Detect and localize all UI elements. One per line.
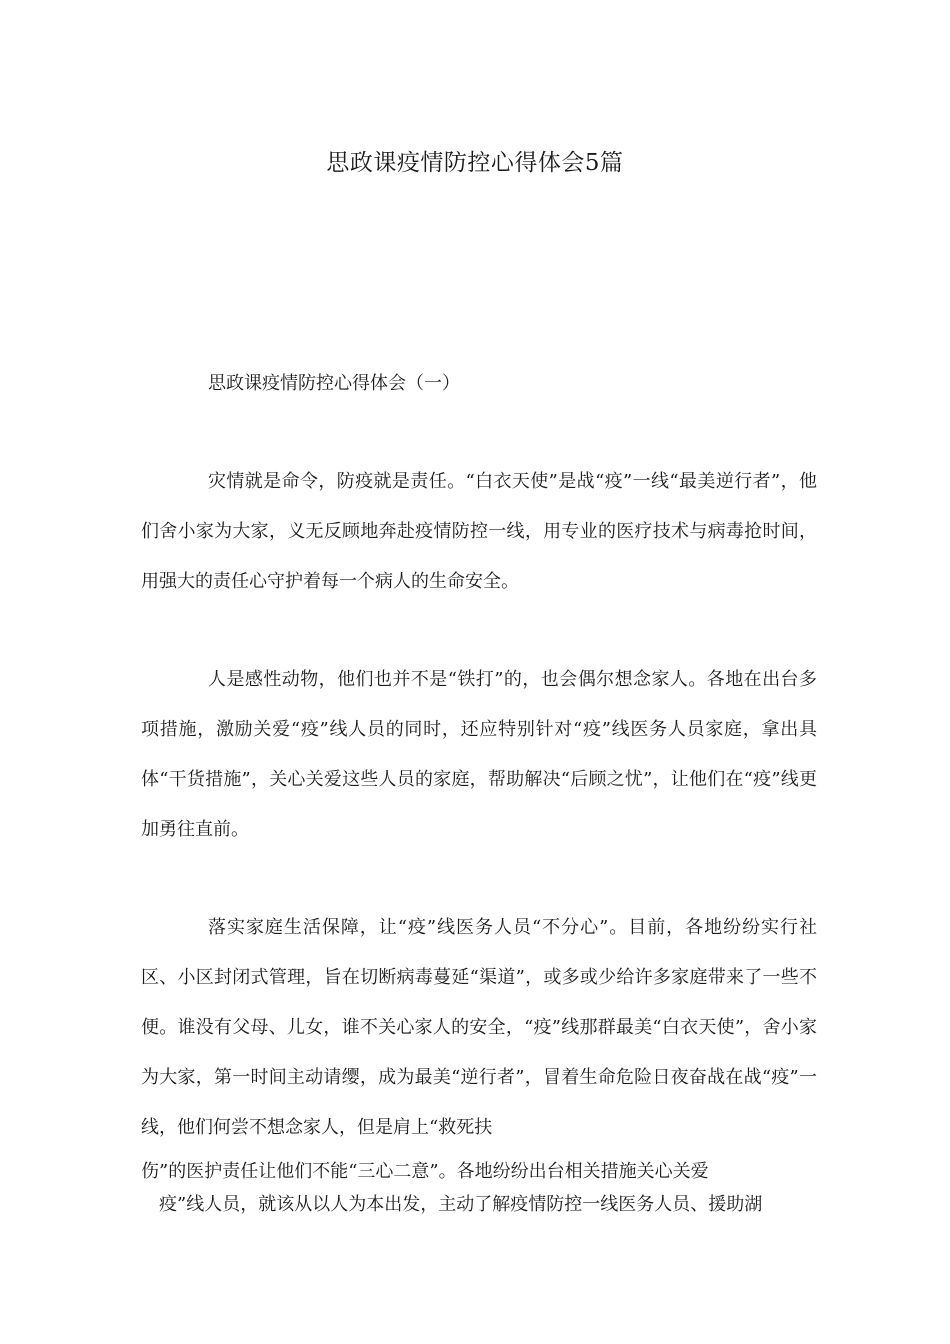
paragraph-3: 落实家庭生活保障，让“疫”线医务人员“不分心”。目前，各地纷纷实行社区、小区封闭式管理，旨在切断病毒蔓延“渠道”，或多或少给许多家庭带来了一些不便。谁没有父母、儿女，谁不关心家人的安全，“疫”线那群最美“白衣天使”，舍小家为大家，第一时间主动请缨，成为最美“逆行者”，冒着生命危险日夜奋战在战“疫”一线，他们何尝不想念家人，但是肩上“救死扶	[141, 917, 817, 1138]
section-heading: 思政课疫情防控心得体会（一）	[208, 373, 460, 394]
paragraph-1: 灾情就是命令，防疫就是责任。“白衣天使”是战“疫”一线“最美逆行者”，他们舍小家为大家，义无反顾地奔赴疫情防控一线，用专业的医疗技术与病毒抢时间，用强大的责任心守护着每一个病人的生命安全。	[141, 471, 817, 592]
document-title: 思政课疫情防控心得体会5篇	[326, 150, 624, 176]
paragraph-3-line-7: 疫”线人员，就该从以人为本出发，主动了解疫情防控一线医务人员、援助湖	[159, 1194, 763, 1215]
paragraph-2: 人是感性动物，他们也并不是“铁打”的，也会偶尔想念家人。各地在出台多项措施，激励关爱“疫”线人员的同时，还应特别针对“疫”线医务人员家庭，拿出具体“干货措施”，关心关爱这些人员的家庭，帮助解决“后顾之忧”，让他们在“疫”线更加勇往直前。	[141, 669, 817, 840]
paragraph-3-line-6: 伤”的医护责任让他们不能“三心二意”。各地纷纷出台相关措施关心关爱	[141, 1161, 709, 1182]
